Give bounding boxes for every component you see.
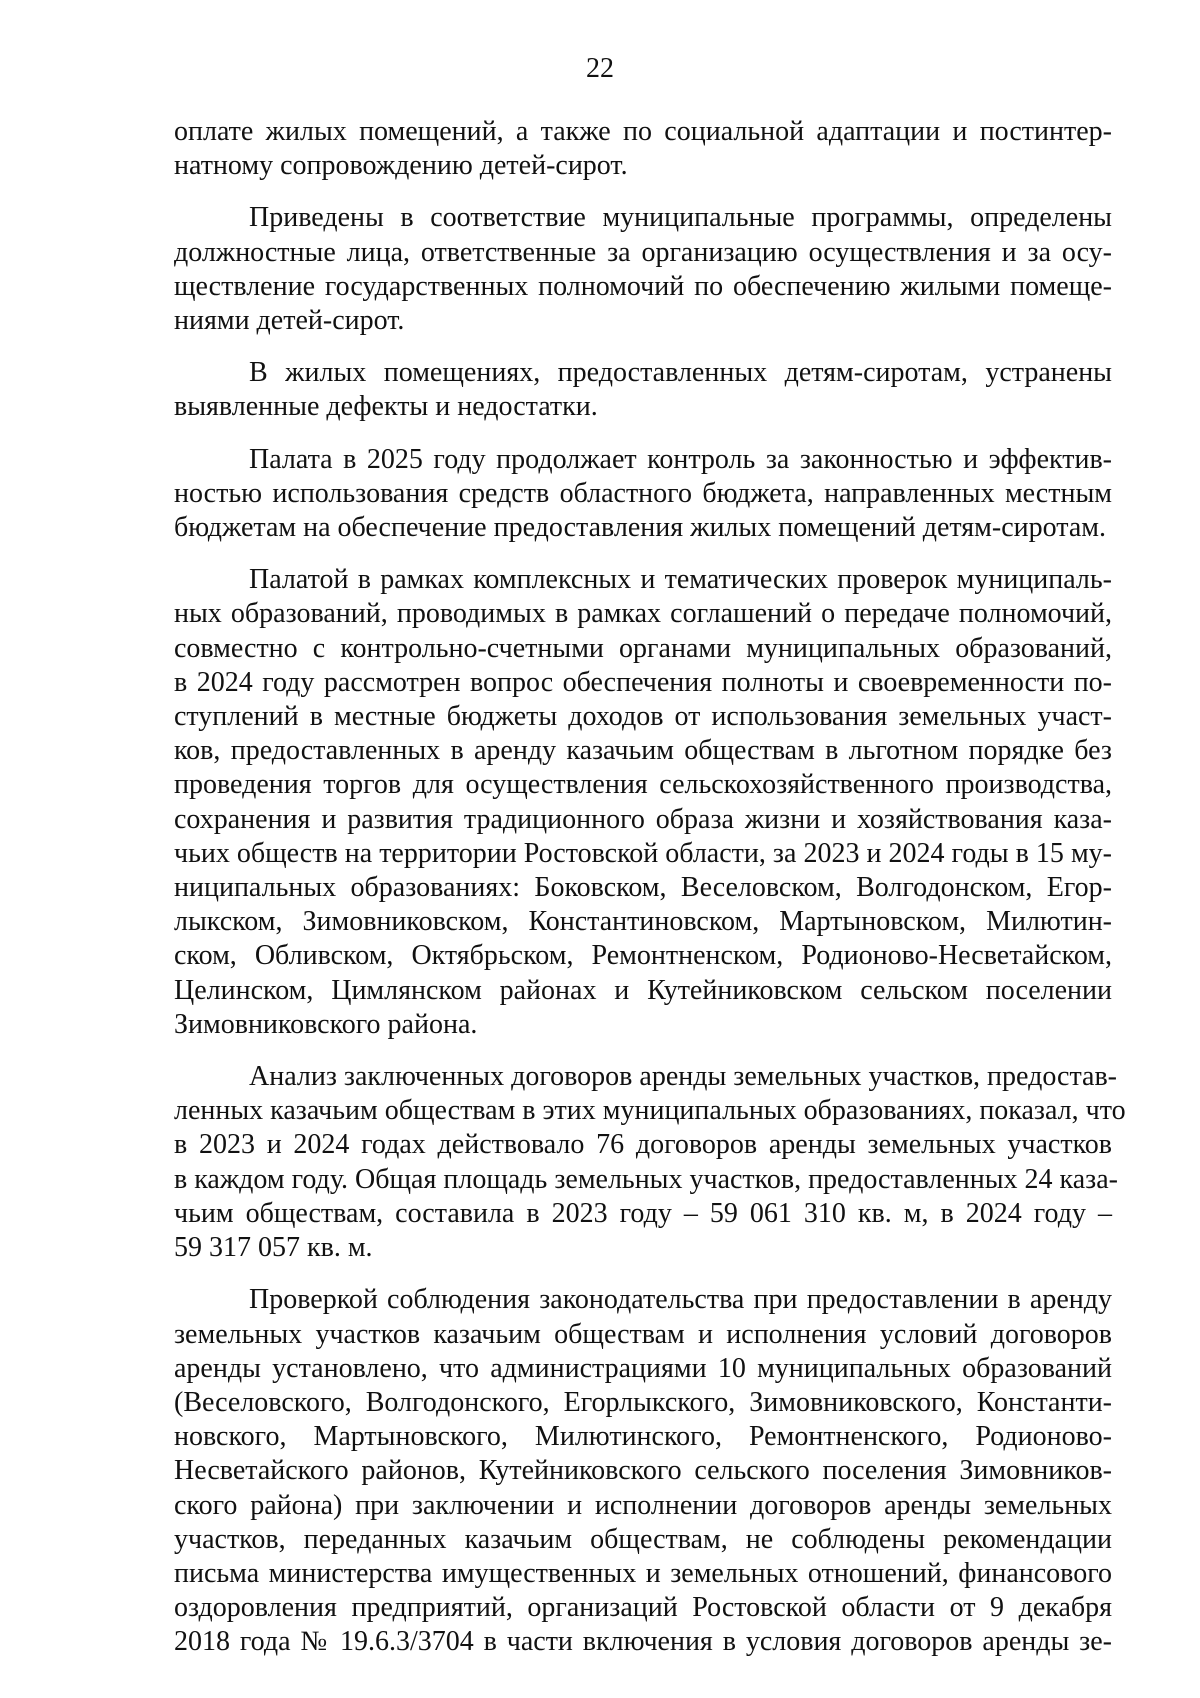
text-line: ступлений в местные бюджеты доходов от использования земельных участ-: [174, 701, 1112, 733]
text-line: Целинском, Цимлянском районах и Кутейниковском сельском поселении: [174, 974, 1112, 1006]
paragraph: [174, 443, 1112, 546]
text-line: ков, предоставленных в аренду казачьим обществам в льготном порядке без: [174, 735, 1112, 767]
text-line: выявленные дефекты и недостатки.: [174, 391, 598, 423]
text-line: совместно с контрольно-счетными органами муниципальных образований,: [174, 632, 1112, 664]
text-line: ниями детей-сирот.: [174, 305, 405, 337]
paragraph: [174, 115, 1112, 183]
text-line: новского, Мартыновского, Милютинского, Ремонтненского, Родионово-: [174, 1421, 1112, 1453]
paragraph: [174, 201, 1112, 338]
text-line: оздоровления предприятий, организаций Ростовской области от 9 декабря: [174, 1592, 1112, 1624]
text-line: в 2024 году рассмотрен вопрос обеспечения полноты и своевременности по-: [174, 666, 1112, 698]
text-line: бюджетам на обеспечение предоставления жилых помещений детям-сиротам.: [174, 512, 1106, 544]
text-line: натному сопровождению детей-сирот.: [174, 150, 628, 182]
text-line: сохранения и развития традиционного образа жизни и хозяйствования каза-: [174, 803, 1112, 835]
text-line: ществление государственных полномочий по обеспечению жилыми помеще-: [174, 270, 1112, 302]
text-line: земельных участков казачьим обществам и исполнения условий договоров: [174, 1318, 1112, 1350]
text-line: Проверкой соблюдения законодательства при предоставлении в аренду: [249, 1284, 1112, 1316]
text-line: должностные лица, ответственные за организацию осуществления и за осу-: [174, 236, 1112, 268]
text-line: ностью использования средств областного бюджета, направленных местным: [174, 477, 1112, 509]
text-line: оплате жилых помещений, а также по социальной адаптации и постинтер-: [174, 116, 1112, 147]
text-line: 2018 года № 19.6.3/3704 в части включения в условия договоров аренды зе-: [174, 1626, 1112, 1658]
text-line: (Веселовского, Волгодонского, Егорлыкского, Зимовниковского, Константи-: [174, 1386, 1112, 1418]
text-line: Анализ заключенных договоров аренды земельных участков, предостав-: [249, 1061, 1117, 1093]
text-line: Приведены в соответствие муниципальные программы, определены: [249, 202, 1112, 234]
paragraph: [174, 1060, 1126, 1265]
paragraph: [174, 1283, 1112, 1659]
text-line: ленных казачьим обществам в этих муниципальных образованиях, показал, что: [174, 1095, 1126, 1127]
paragraph: [174, 356, 1112, 424]
text-line: ных образований, проводимых в рамках соглашений о передаче полномочий,: [174, 598, 1112, 630]
text-line: чьих обществ на территории Ростовской области, за 2023 и 2024 годы в 15 му-: [174, 837, 1112, 869]
text-line: Палатой в рамках комплексных и тематических проверок муниципаль-: [249, 564, 1112, 596]
text-line: Несветайского районов, Кутейниковского сельского поселения Зимовников-: [174, 1455, 1112, 1487]
text-line: Палата в 2025 году продолжает контроль за законностью и эффектив-: [249, 443, 1112, 475]
text-line: участков, переданных казачьим обществам, не соблюдены рекомендации: [174, 1523, 1112, 1555]
text-line: ского района) при заключении и исполнении договоров аренды земельных: [174, 1489, 1112, 1521]
text-line: чьим обществам, составила в 2023 году – 59 061 310 кв. м, в 2024 году –: [174, 1197, 1112, 1229]
paragraph: [174, 563, 1112, 1042]
text-line: лыкском, Зимовниковском, Константиновском, Мартыновском, Милютин-: [174, 906, 1112, 938]
text-line: 59 317 057 кв. м.: [174, 1232, 373, 1264]
text-line: ниципальных образованиях: Боковском, Веселовском, Волгодонском, Егор-: [174, 872, 1112, 904]
text-line: аренды установлено, что администрациями 10 муниципальных образований: [174, 1352, 1112, 1384]
text-line: проведения торгов для осуществления сельскохозяйственного производства,: [174, 769, 1112, 801]
page-number: 22: [586, 53, 614, 84]
text-line: ском, Обливском, Октябрьском, Ремонтненском, Родионово-Несветайском,: [174, 940, 1112, 972]
text-line: письма министерства имущественных и земельных отношений, финансового: [174, 1557, 1112, 1589]
text-line: В жилых помещениях, предоставленных детям-сиротам, устранены: [249, 357, 1112, 389]
text-line: Зимовниковского района.: [174, 1008, 478, 1040]
document-body: [174, 115, 1126, 1678]
text-line: в 2023 и 2024 годах действовало 76 договоров аренды земельных участков: [174, 1129, 1112, 1161]
text-line: в каждом году. Общая площадь земельных участков, предоставленных 24 каза-: [174, 1163, 1118, 1195]
